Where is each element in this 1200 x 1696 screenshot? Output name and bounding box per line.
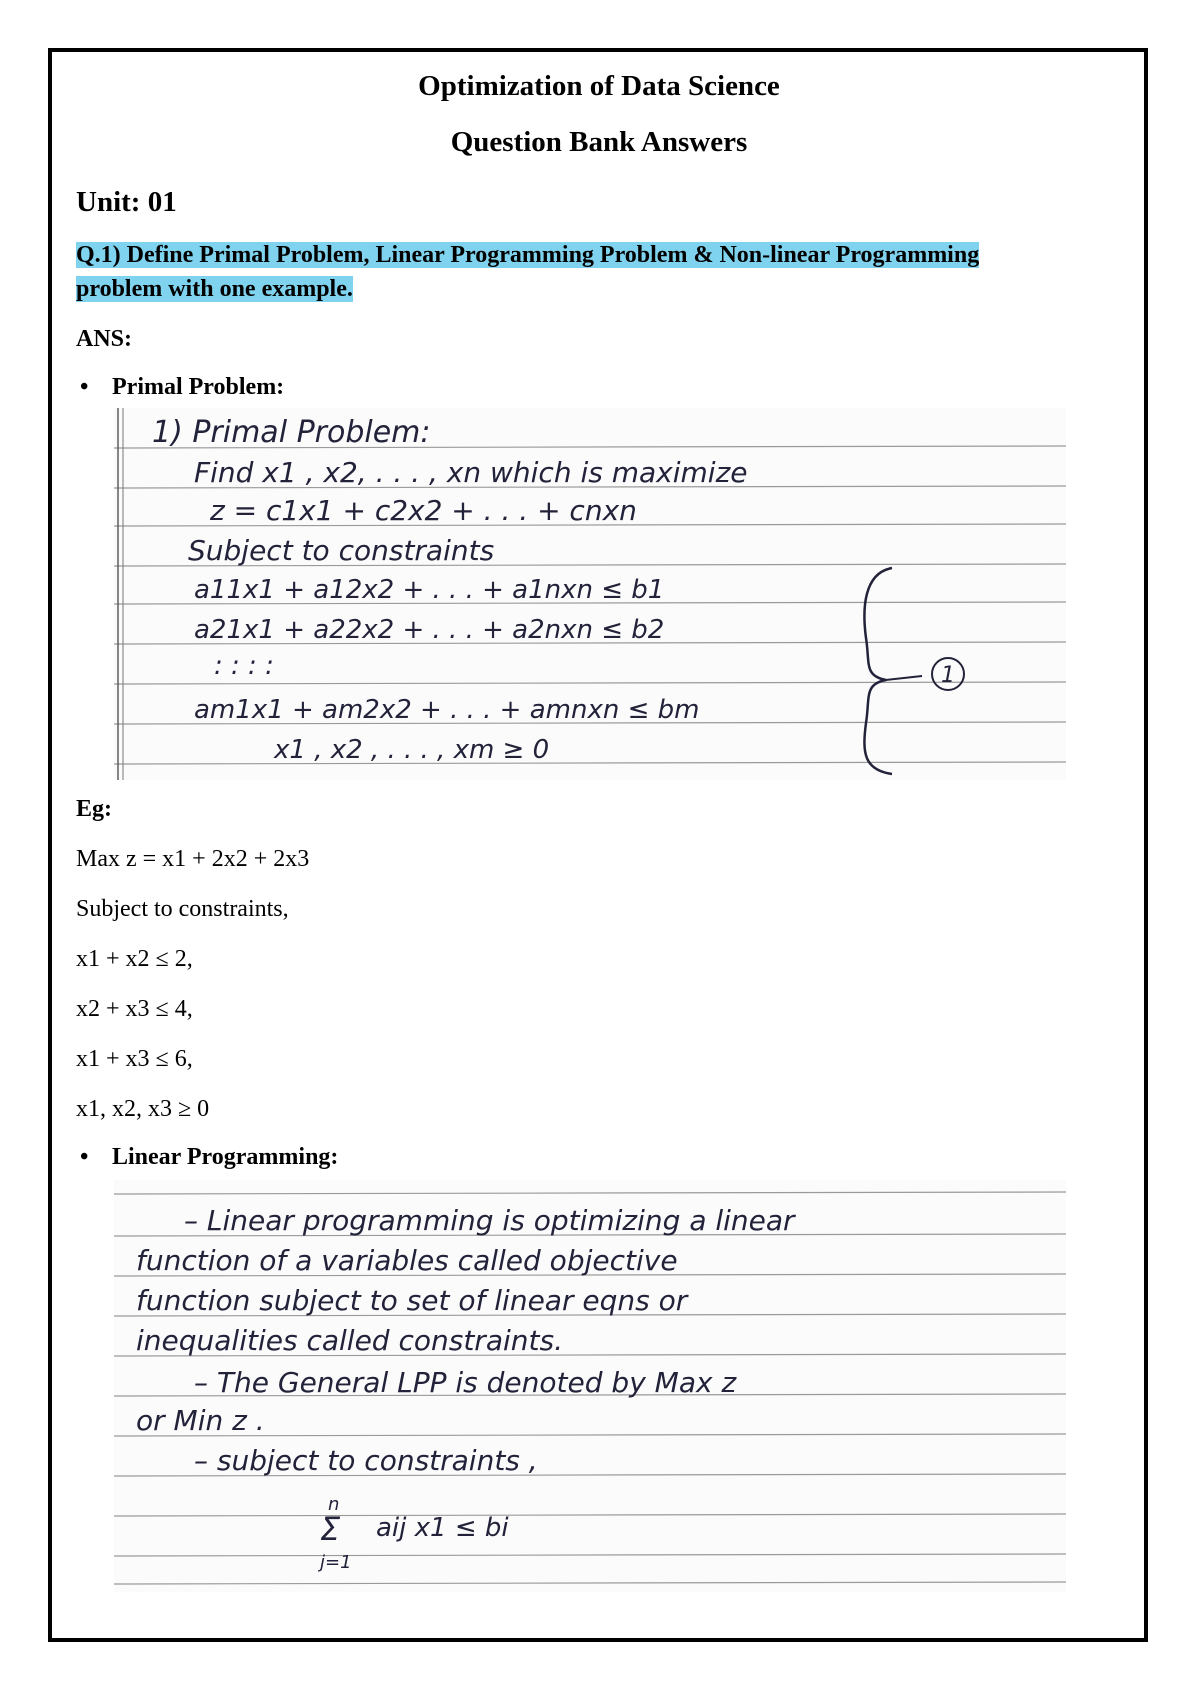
unit-heading: Unit: 01 bbox=[76, 186, 177, 218]
question-1 bbox=[76, 238, 1122, 306]
linear-notes-line-4: inequalities called constraints. bbox=[136, 1324, 563, 1357]
example-line-4: x2 + x3 ≤ 4, bbox=[76, 996, 193, 1022]
bullet-primal-label: Primal Problem: bbox=[112, 374, 285, 400]
linear-notes-line-6: or Min z . bbox=[136, 1404, 265, 1437]
bullet-dot-icon: • bbox=[80, 1144, 89, 1170]
primal-notes-line-5: a21x1 + a22x2 + . . . + a2nxn ≤ b2 bbox=[194, 615, 665, 645]
bullet-dot-icon: • bbox=[80, 374, 89, 400]
example-line-3: x1 + x2 ≤ 2, bbox=[76, 946, 193, 972]
sum-upper-limit: n bbox=[328, 1494, 340, 1515]
document-body bbox=[76, 66, 1122, 1592]
primal-notes-line-2: z = c1x1 + c2x2 + . . . + cnxn bbox=[210, 494, 637, 527]
sum-lower-limit: j=1 bbox=[320, 1552, 352, 1573]
bullet-linear-programming bbox=[76, 1140, 1122, 1174]
question-1-line-2: problem with one example. bbox=[76, 276, 353, 302]
sigma-icon: Σ bbox=[320, 1510, 341, 1548]
primal-notes-heading: 1) Primal Problem: bbox=[152, 415, 431, 450]
example-line-5: x1 + x3 ≤ 6, bbox=[76, 1046, 193, 1072]
primal-notes-line-6: : : : : bbox=[214, 651, 274, 681]
example-line-1: Max z = x1 + 2x2 + 2x3 bbox=[76, 846, 310, 872]
answer-label: ANS: bbox=[76, 326, 133, 352]
linear-notes-line-1: – Linear programming is optimizing a linear bbox=[184, 1204, 795, 1237]
primal-notes-line-3: Subject to constraints bbox=[188, 534, 495, 567]
linear-notes-line-8: aij x1 ≤ bi bbox=[376, 1513, 509, 1543]
primal-notes-line-7: am1x1 + am2x2 + . . . + amnxn ≤ bm bbox=[194, 695, 700, 725]
page-border bbox=[48, 48, 1148, 1642]
document-subtitle: Question Bank Answers bbox=[450, 126, 748, 158]
question-1-line-1: Q.1) Define Primal Problem, Linear Programming Problem & Non-linear Programming bbox=[76, 242, 980, 268]
handwritten-primal-notes bbox=[114, 408, 1066, 780]
linear-notes-line-5: – The General LPP is denoted by Max z bbox=[194, 1366, 737, 1399]
primal-notes-line-8: x1 , x2 , . . . , xm ≥ 0 bbox=[274, 735, 550, 765]
example-line-2: Subject to constraints, bbox=[76, 896, 289, 922]
equation-marker-label: 1 bbox=[941, 663, 955, 688]
document-title: Optimization of Data Science bbox=[418, 70, 780, 102]
primal-notes-line-4: a11x1 + a12x2 + . . . + a1nxn ≤ b1 bbox=[194, 575, 665, 605]
linear-notes-line-2: function of a variables called objective bbox=[136, 1244, 678, 1277]
primal-notes-line-1: Find x1 , x2, . . . , xn which is maximize bbox=[194, 456, 748, 489]
example-line-6: x1, x2, x3 ≥ 0 bbox=[76, 1096, 210, 1122]
bullet-primal-problem bbox=[76, 370, 1122, 404]
bullet-linear-label: Linear Programming: bbox=[112, 1144, 339, 1170]
handwritten-linear-notes bbox=[114, 1180, 1066, 1592]
curly-brace-icon bbox=[864, 568, 892, 774]
brace-pointer bbox=[886, 676, 922, 680]
linear-notes-line-3: function subject to set of linear eqns or bbox=[136, 1284, 688, 1317]
linear-notes-line-7: – subject to constraints , bbox=[194, 1444, 538, 1477]
example-label: Eg: bbox=[76, 796, 112, 822]
